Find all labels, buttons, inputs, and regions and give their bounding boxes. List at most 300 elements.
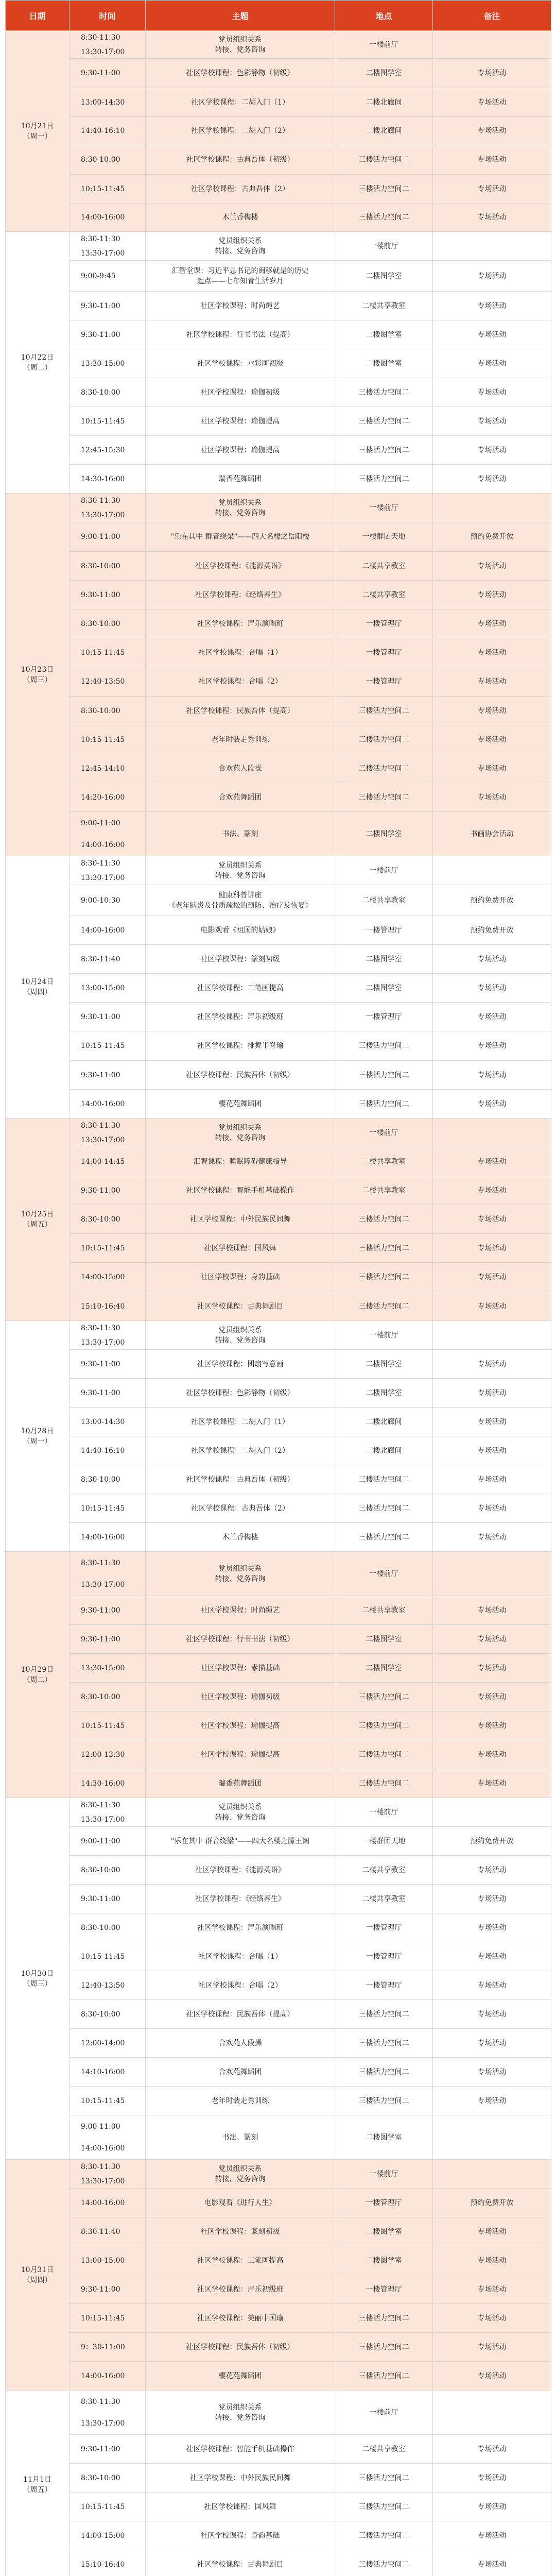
time-cell — [70, 1147, 146, 1176]
note-cell — [433, 856, 551, 885]
schedule-row — [6, 2087, 551, 2115]
time-cell — [70, 1465, 146, 1494]
schedule-row — [6, 1436, 551, 1465]
place-cell: 一楼前厅 — [335, 1798, 433, 1827]
time-cell — [70, 754, 146, 783]
place-cell: 二楼图学室 — [335, 261, 433, 292]
time-cell — [70, 945, 146, 974]
schedule-row — [6, 145, 551, 175]
schedule-row — [6, 59, 551, 88]
time-slot: 14:00-15:00 — [81, 1273, 125, 1281]
place-cell: 三楼活力空间二 — [335, 2333, 433, 2362]
note-cell: 专场活动 — [433, 59, 551, 88]
note-cell: 专场活动 — [433, 1465, 551, 1494]
time-slot: 8:30-10:00 — [81, 1923, 120, 1932]
time-slot: 14:10-16:00 — [81, 2067, 125, 2076]
schedule-row — [6, 1465, 551, 1494]
place-cell: 三楼活力空间二 — [335, 754, 433, 783]
schedule-row — [6, 1176, 551, 1205]
note-cell: 专场活动 — [433, 581, 551, 609]
schedule-row — [6, 2217, 551, 2246]
time-slot: 9:00-10:30 — [81, 896, 120, 905]
topic-cell: 木兰香梅楼 — [146, 1523, 335, 1552]
time-slot: 9:00-9:45 — [81, 272, 116, 280]
time-cell — [70, 2000, 146, 2029]
schedule-row — [6, 2160, 551, 2189]
topic-cell: 社区学校课程：篆刻初级 — [146, 945, 335, 974]
time-slot: 14:30-16:00 — [81, 1779, 125, 1788]
schedule-row — [6, 31, 551, 59]
note-cell: 专场活动 — [433, 725, 551, 754]
note-cell: 专场活动 — [433, 1292, 551, 1321]
note-cell: 专场活动 — [433, 1205, 551, 1234]
time-cell — [70, 1118, 146, 1147]
date-cell: 10月30日 （周三） — [6, 1798, 70, 2160]
schedule-row — [6, 320, 551, 349]
time-slot: 9:30-11:00 — [81, 2285, 120, 2294]
time-cell — [70, 232, 146, 261]
note-cell: 专场活动 — [433, 1523, 551, 1552]
note-cell: 专场活动 — [433, 1913, 551, 1942]
place-cell: 一楼管理厅 — [335, 1971, 433, 2000]
time-slot: 8:30-10:00 — [81, 1475, 120, 1484]
schedule-row — [6, 1263, 551, 1292]
note-cell: 专场活动 — [433, 697, 551, 725]
note-cell: 专场活动 — [433, 1654, 551, 1683]
topic-cell: 社区学校课程：工笔画提高 — [146, 974, 335, 1003]
time-cell — [70, 1436, 146, 1465]
place-cell: 三楼活力空间二 — [335, 2000, 433, 2029]
topic-cell: 瑞香苑舞蹈团 — [146, 1769, 335, 1798]
topic-cell: 党员组织关系 转接、党务咨询 — [146, 856, 335, 885]
note-cell: 专场活动 — [433, 2304, 551, 2333]
time-slot: 12:40-13:50 — [81, 677, 125, 686]
schedule-row — [6, 697, 551, 725]
time-slot: 9:00-11:00 — [81, 533, 120, 541]
schedule-row — [6, 1971, 551, 2000]
place-cell: 二楼图学室 — [335, 59, 433, 88]
time-cell — [70, 1798, 146, 1827]
schedule-row — [6, 1205, 551, 1234]
header-date: 日期 — [6, 1, 70, 31]
time-cell — [70, 1321, 146, 1350]
note-cell: 专场活动 — [433, 2058, 551, 2087]
note-cell: 专场活动 — [433, 1769, 551, 1798]
place-cell: 三楼活力空间二 — [335, 1061, 433, 1090]
place-cell: 一楼前厅 — [335, 31, 433, 59]
topic-cell: 党员组织关系 转接、党务咨询 — [146, 1118, 335, 1147]
time-slot: 14:00-15:00 — [81, 2531, 125, 2540]
schedule-row — [6, 204, 551, 232]
time-slot: 13:30-17:00 — [81, 1338, 125, 1347]
topic-cell: 老年时装走秀训练 — [146, 2087, 335, 2115]
schedule-row — [6, 885, 551, 916]
time-slot: 8:30-10:00 — [81, 156, 120, 164]
time-slot: 8:30-11:30 — [81, 2162, 120, 2171]
note-cell: 专场活动 — [433, 1683, 551, 1711]
topic-cell: 合欢苑舞蹈团 — [146, 2058, 335, 2087]
time-cell — [70, 1350, 146, 1379]
place-cell: 三楼活力空间二 — [335, 1292, 433, 1321]
topic-cell: 社区学校课程：色彩静物（初级） — [146, 1379, 335, 1408]
time-cell — [70, 320, 146, 349]
place-cell: 一楼前厅 — [335, 856, 433, 885]
place-cell: 三楼活力空间二 — [335, 1494, 433, 1523]
schedule-row — [6, 1942, 551, 1971]
note-cell: 专场活动 — [433, 2435, 551, 2464]
note-cell — [433, 1118, 551, 1147]
time-cell — [70, 974, 146, 1003]
note-cell — [433, 1798, 551, 1827]
date-cell: 11月1日 （周五） — [6, 2391, 70, 2576]
topic-cell: 社区学校课程：《能源英语》 — [146, 1856, 335, 1885]
topic-cell: 社区学校课程：古典吾体（初级） — [146, 145, 335, 175]
note-cell: 专场活动 — [433, 2550, 551, 2576]
topic-cell: 党员组织关系 转接、党务咨询 — [146, 1798, 335, 1827]
schedule-row — [6, 1740, 551, 1769]
time-cell — [70, 1885, 146, 1913]
note-cell: 专场活动 — [433, 754, 551, 783]
place-cell: 二楼共享教室 — [335, 1596, 433, 1625]
topic-cell: 社区学校课程：声乐初级班 — [146, 2275, 335, 2304]
time-cell — [70, 1740, 146, 1769]
place-cell: 二楼图学室 — [335, 349, 433, 378]
topic-cell: 社区学校课程：时尚绳艺 — [146, 292, 335, 320]
place-cell: 二楼图学室 — [335, 2217, 433, 2246]
place-cell: 二楼北廊间 — [335, 1436, 433, 1465]
place-cell: 三楼活力空间二 — [335, 2058, 433, 2087]
header-place: 地点 — [335, 1, 433, 31]
topic-cell: 党员组织关系 转接、党务咨询 — [146, 232, 335, 261]
topic-cell: 社区学校课程：声乐初级班 — [146, 1003, 335, 1031]
topic-cell: 社区学校课程：古典吾体（2） — [146, 175, 335, 204]
topic-cell: 樱花苑舞蹈团 — [146, 1090, 335, 1118]
schedule-row — [6, 378, 551, 407]
note-cell — [433, 232, 551, 261]
note-cell — [433, 2391, 551, 2435]
time-cell — [70, 204, 146, 232]
time-cell — [70, 2029, 146, 2058]
schedule-row — [6, 1292, 551, 1321]
schedule-row — [6, 552, 551, 581]
topic-cell: 电影观看《祖国的姑娘》 — [146, 916, 335, 945]
time-slot: 10:15-11:45 — [81, 417, 125, 426]
time-slot: 12:45-14:10 — [81, 764, 125, 773]
schedule-row — [6, 2115, 551, 2160]
schedule-row — [6, 1234, 551, 1263]
note-cell — [433, 1321, 551, 1350]
time-slot: 13:30-17:00 — [81, 2177, 125, 2185]
place-cell: 三楼活力空间二 — [335, 697, 433, 725]
schedule-body — [6, 31, 551, 2576]
schedule-row — [6, 1683, 551, 1711]
time-cell — [70, 667, 146, 697]
time-slot: 8:30-10:00 — [81, 562, 120, 570]
time-slot: 14:20-16:00 — [81, 793, 125, 802]
topic-cell: 社区学校课程：身韵基础 — [146, 2521, 335, 2550]
note-cell: 专场活动 — [433, 609, 551, 638]
time-cell — [70, 2246, 146, 2275]
time-cell — [70, 1408, 146, 1436]
topic-cell: 社区学校课程：《能源英语》 — [146, 552, 335, 581]
topic-cell: 社区学校课程：色彩静物（初级） — [146, 59, 335, 88]
place-cell: 三楼活力空间二 — [335, 2550, 433, 2576]
topic-cell: 党员组织关系 转接、党务咨询 — [146, 2391, 335, 2435]
note-cell: 专场活动 — [433, 1031, 551, 1061]
topic-cell: 社区学校课程：古典舞剧目 — [146, 2550, 335, 2576]
topic-cell: 老年时装走秀训练 — [146, 725, 335, 754]
note-cell: 预约免费开放 — [433, 2189, 551, 2217]
topic-cell: 社区学校课程：篆刻初级 — [146, 2217, 335, 2246]
schedule-row — [6, 2493, 551, 2521]
note-cell: 专场活动 — [433, 2521, 551, 2550]
time-slot: 13:00-15:00 — [81, 984, 125, 992]
place-cell: 三楼活力空间二 — [335, 2521, 433, 2550]
time-cell — [70, 117, 146, 145]
time-slot: 14:00-16:00 — [81, 2198, 125, 2207]
place-cell: 三楼活力空间二 — [335, 2362, 433, 2391]
place-cell: 三楼活力空间二 — [335, 2087, 433, 2115]
place-cell: 二楼共享教室 — [335, 581, 433, 609]
place-cell: 三楼活力空间二 — [335, 175, 433, 204]
time-slot: 13:30-17:00 — [81, 249, 125, 258]
schedule-row — [6, 2275, 551, 2304]
topic-cell: 社区学校课程：民族吾体（提高） — [146, 2000, 335, 2029]
time-cell — [70, 1061, 146, 1090]
time-cell — [70, 1769, 146, 1798]
time-cell — [70, 349, 146, 378]
time-cell — [70, 1827, 146, 1856]
note-cell — [433, 31, 551, 59]
note-cell: 专场活动 — [433, 204, 551, 232]
place-cell: 三楼活力空间二 — [335, 2304, 433, 2333]
note-cell — [433, 494, 551, 522]
time-cell — [70, 1971, 146, 2000]
schedule-row — [6, 1769, 551, 1798]
time-cell — [70, 2493, 146, 2521]
topic-cell: 合欢苑人段操 — [146, 2029, 335, 2058]
place-cell: 一楼管理厅 — [335, 2275, 433, 2304]
note-cell: 专场活动 — [433, 2275, 551, 2304]
schedule-row — [6, 812, 551, 856]
time-cell — [70, 378, 146, 407]
note-cell: 专场活动 — [433, 378, 551, 407]
place-cell: 二楼图学室 — [335, 974, 433, 1003]
topic-cell: 社区学校课程：古典吾体（初级） — [146, 1465, 335, 1494]
time-slot: 10:15-11:45 — [81, 2502, 125, 2511]
time-slot: 10:15-11:45 — [81, 1952, 125, 1961]
note-cell: 专场活动 — [433, 1436, 551, 1465]
note-cell — [433, 2160, 551, 2189]
place-cell: 三楼活力空间二 — [335, 1465, 433, 1494]
time-slot: 15:10-16:40 — [81, 1302, 125, 1311]
date-cell: 10月22日 （周二） — [6, 232, 70, 494]
topic-cell: 汇智课程：睡眠障碍健康指导 — [146, 1147, 335, 1176]
topic-cell: 社区学校课程：《经络养生》 — [146, 581, 335, 609]
schedule-row — [6, 1856, 551, 1885]
schedule-row — [6, 175, 551, 204]
time-slot: 13:30-17:00 — [81, 1815, 125, 1824]
place-cell: 一楼前厅 — [335, 494, 433, 522]
time-slot: 8:30-11:30 — [81, 2397, 120, 2406]
place-cell: 三楼活力空间二 — [335, 783, 433, 812]
note-cell: 专场活动 — [433, 945, 551, 974]
place-cell: 二楼共享教室 — [335, 1885, 433, 1913]
schedule-row — [6, 465, 551, 494]
time-cell — [70, 783, 146, 812]
place-cell: 三楼活力空间二 — [335, 1234, 433, 1263]
time-cell — [70, 31, 146, 59]
note-cell: 专场活动 — [433, 261, 551, 292]
place-cell: 三楼活力空间二 — [335, 1263, 433, 1292]
time-slot: 10:15-11:45 — [81, 1042, 125, 1050]
note-cell: 专场活动 — [433, 552, 551, 581]
topic-cell: 健康科普讲座 《老年脑炎及骨质疏松的预防、治疗及恢复》 — [146, 885, 335, 916]
place-cell: 二楼共享教室 — [335, 552, 433, 581]
time-slot: 8:30-10:00 — [81, 1692, 120, 1701]
schedule-row — [6, 1090, 551, 1118]
time-slot: 9:30-11:00 — [81, 2445, 120, 2453]
time-slot: 9:00-11:00 — [81, 819, 120, 827]
time-slot: 9:00-11:00 — [81, 1837, 120, 1845]
note-cell: 专场活动 — [433, 1625, 551, 1654]
time-cell — [70, 552, 146, 581]
schedule-row — [6, 1654, 551, 1683]
place-cell: 一楼管理厅 — [335, 609, 433, 638]
note-cell: 专场活动 — [433, 349, 551, 378]
header-note: 备注 — [433, 1, 551, 31]
date-cell: 10月21日 （周一） — [6, 31, 70, 232]
time-slot: 8:30-11:30 — [81, 1558, 120, 1567]
note-cell: 预约免费开放 — [433, 522, 551, 552]
time-slot: 8:30-11:30 — [81, 1121, 120, 1130]
time-slot: 9:30-11:00 — [81, 69, 120, 77]
topic-cell: 社区学校课程：民族吾体（初级） — [146, 1061, 335, 1090]
topic-cell: 社区学校课程：中外民族民间舞 — [146, 1205, 335, 1234]
header-topic: 主题 — [146, 1, 335, 31]
time-cell — [70, 2217, 146, 2246]
time-cell — [70, 1494, 146, 1523]
note-cell: 专场活动 — [433, 783, 551, 812]
topic-cell: 社区学校课程：合唱（2） — [146, 667, 335, 697]
note-cell: 专场活动 — [433, 1234, 551, 1263]
topic-cell: 党员组织关系 转接、党务咨询 — [146, 31, 335, 59]
time-slot: 10:15-11:45 — [81, 735, 125, 744]
place-cell: 二楼共享教室 — [335, 292, 433, 320]
schedule-row — [6, 1913, 551, 1942]
place-cell: 三楼活力空间二 — [335, 2493, 433, 2521]
time-slot: 8:30-11:30 — [81, 33, 120, 42]
schedule-row — [6, 1523, 551, 1552]
place-cell: 二楼共享教室 — [335, 885, 433, 916]
time-cell — [70, 1003, 146, 1031]
note-cell: 专场活动 — [433, 407, 551, 436]
schedule-row — [6, 407, 551, 436]
schedule-row — [6, 261, 551, 292]
time-cell — [70, 2521, 146, 2550]
place-cell: 一楼前厅 — [335, 1321, 433, 1350]
schedule-row — [6, 1552, 551, 1596]
note-cell: 预约免费开放 — [433, 916, 551, 945]
time-slot: 9:30-11:00 — [81, 301, 120, 310]
topic-cell: 社区学校课程：时尚绳艺 — [146, 1596, 335, 1625]
topic-cell: 社区学校课程：古典吾体（2） — [146, 1494, 335, 1523]
time-slot: 14:00-16:00 — [81, 926, 125, 935]
note-cell: 专场活动 — [433, 292, 551, 320]
schedule-row — [6, 2550, 551, 2576]
note-cell: 专场活动 — [433, 2333, 551, 2362]
place-cell: 二楼共享教室 — [335, 1856, 433, 1885]
schedule-row — [6, 494, 551, 522]
note-cell: 专场活动 — [433, 1003, 551, 1031]
schedule-row — [6, 232, 551, 261]
place-cell: 三楼活力空间二 — [335, 1523, 433, 1552]
topic-cell: 汇智堂课：习近平总书记的闽移就是的历史 起点——七年知青生活岁月 — [146, 261, 335, 292]
time-cell — [70, 697, 146, 725]
time-cell — [70, 2464, 146, 2493]
schedule-row — [6, 2029, 551, 2058]
schedule-row — [6, 1596, 551, 1625]
place-cell: 一楼群团天地 — [335, 1827, 433, 1856]
topic-cell: 社区学校课程：瑜伽提高 — [146, 1711, 335, 1740]
schedule-row — [6, 2058, 551, 2087]
time-slot: 8:30-10:00 — [81, 2473, 120, 2482]
topic-cell: 社区学校课程：中外民族民间舞 — [146, 2464, 335, 2493]
topic-cell: 社区学校课程：声乐演唱班 — [146, 609, 335, 638]
note-cell: 专场活动 — [433, 2246, 551, 2275]
place-cell: 二楼共享教室 — [335, 2435, 433, 2464]
place-cell: 三楼活力空间二 — [335, 725, 433, 754]
time-cell — [70, 292, 146, 320]
time-slot: 8:30-10:00 — [81, 1215, 120, 1224]
time-slot: 9:30-11:00 — [81, 1606, 120, 1615]
topic-cell: 社区学校课程：二胡入门（1） — [146, 88, 335, 117]
time-slot: 8:30-11:40 — [81, 955, 120, 963]
time-cell — [70, 1292, 146, 1321]
note-cell: 专场活动 — [433, 2000, 551, 2029]
note-cell: 专场活动 — [433, 88, 551, 117]
time-slot: 13:30-17:00 — [81, 2419, 125, 2428]
note-cell: 专场活动 — [433, 1740, 551, 1769]
time-slot: 13:00-14:30 — [81, 1417, 125, 1426]
time-cell — [70, 2550, 146, 2576]
time-slot: 14:00-16:00 — [81, 1533, 125, 1541]
time-cell — [70, 1263, 146, 1292]
schedule-row — [6, 1827, 551, 1856]
time-cell — [70, 1031, 146, 1061]
topic-cell: 社区学校课程：瑜伽提高 — [146, 407, 335, 436]
topic-cell: 社区学校课程：《经络养生》 — [146, 1885, 335, 1913]
topic-cell: 社区学校课程：民族吾体（提高） — [146, 697, 335, 725]
schedule-row — [6, 945, 551, 974]
time-cell — [70, 885, 146, 916]
topic-cell: 合欢苑舞蹈团 — [146, 783, 335, 812]
time-slot: 9:00-11:00 — [81, 2122, 120, 2131]
header-time: 时间 — [70, 1, 146, 31]
topic-cell: 社区学校课程：行书书法（提高） — [146, 320, 335, 349]
schedule-row — [6, 1379, 551, 1408]
place-cell: 二楼北廊间 — [335, 88, 433, 117]
schedule-row — [6, 522, 551, 552]
date-cell: 10月29日 （周二） — [6, 1552, 70, 1798]
place-cell: 三楼活力空间二 — [335, 1205, 433, 1234]
time-slot: 13:00-15:00 — [81, 2256, 125, 2265]
time-slot: 14:40-16:10 — [81, 1446, 125, 1455]
time-slot: 14:00-16:00 — [81, 2144, 125, 2153]
place-cell: 二楼图学室 — [335, 1625, 433, 1654]
topic-cell: 合欢苑人段操 — [146, 754, 335, 783]
topic-cell: 社区学校课程：二胡入门（2） — [146, 1436, 335, 1465]
